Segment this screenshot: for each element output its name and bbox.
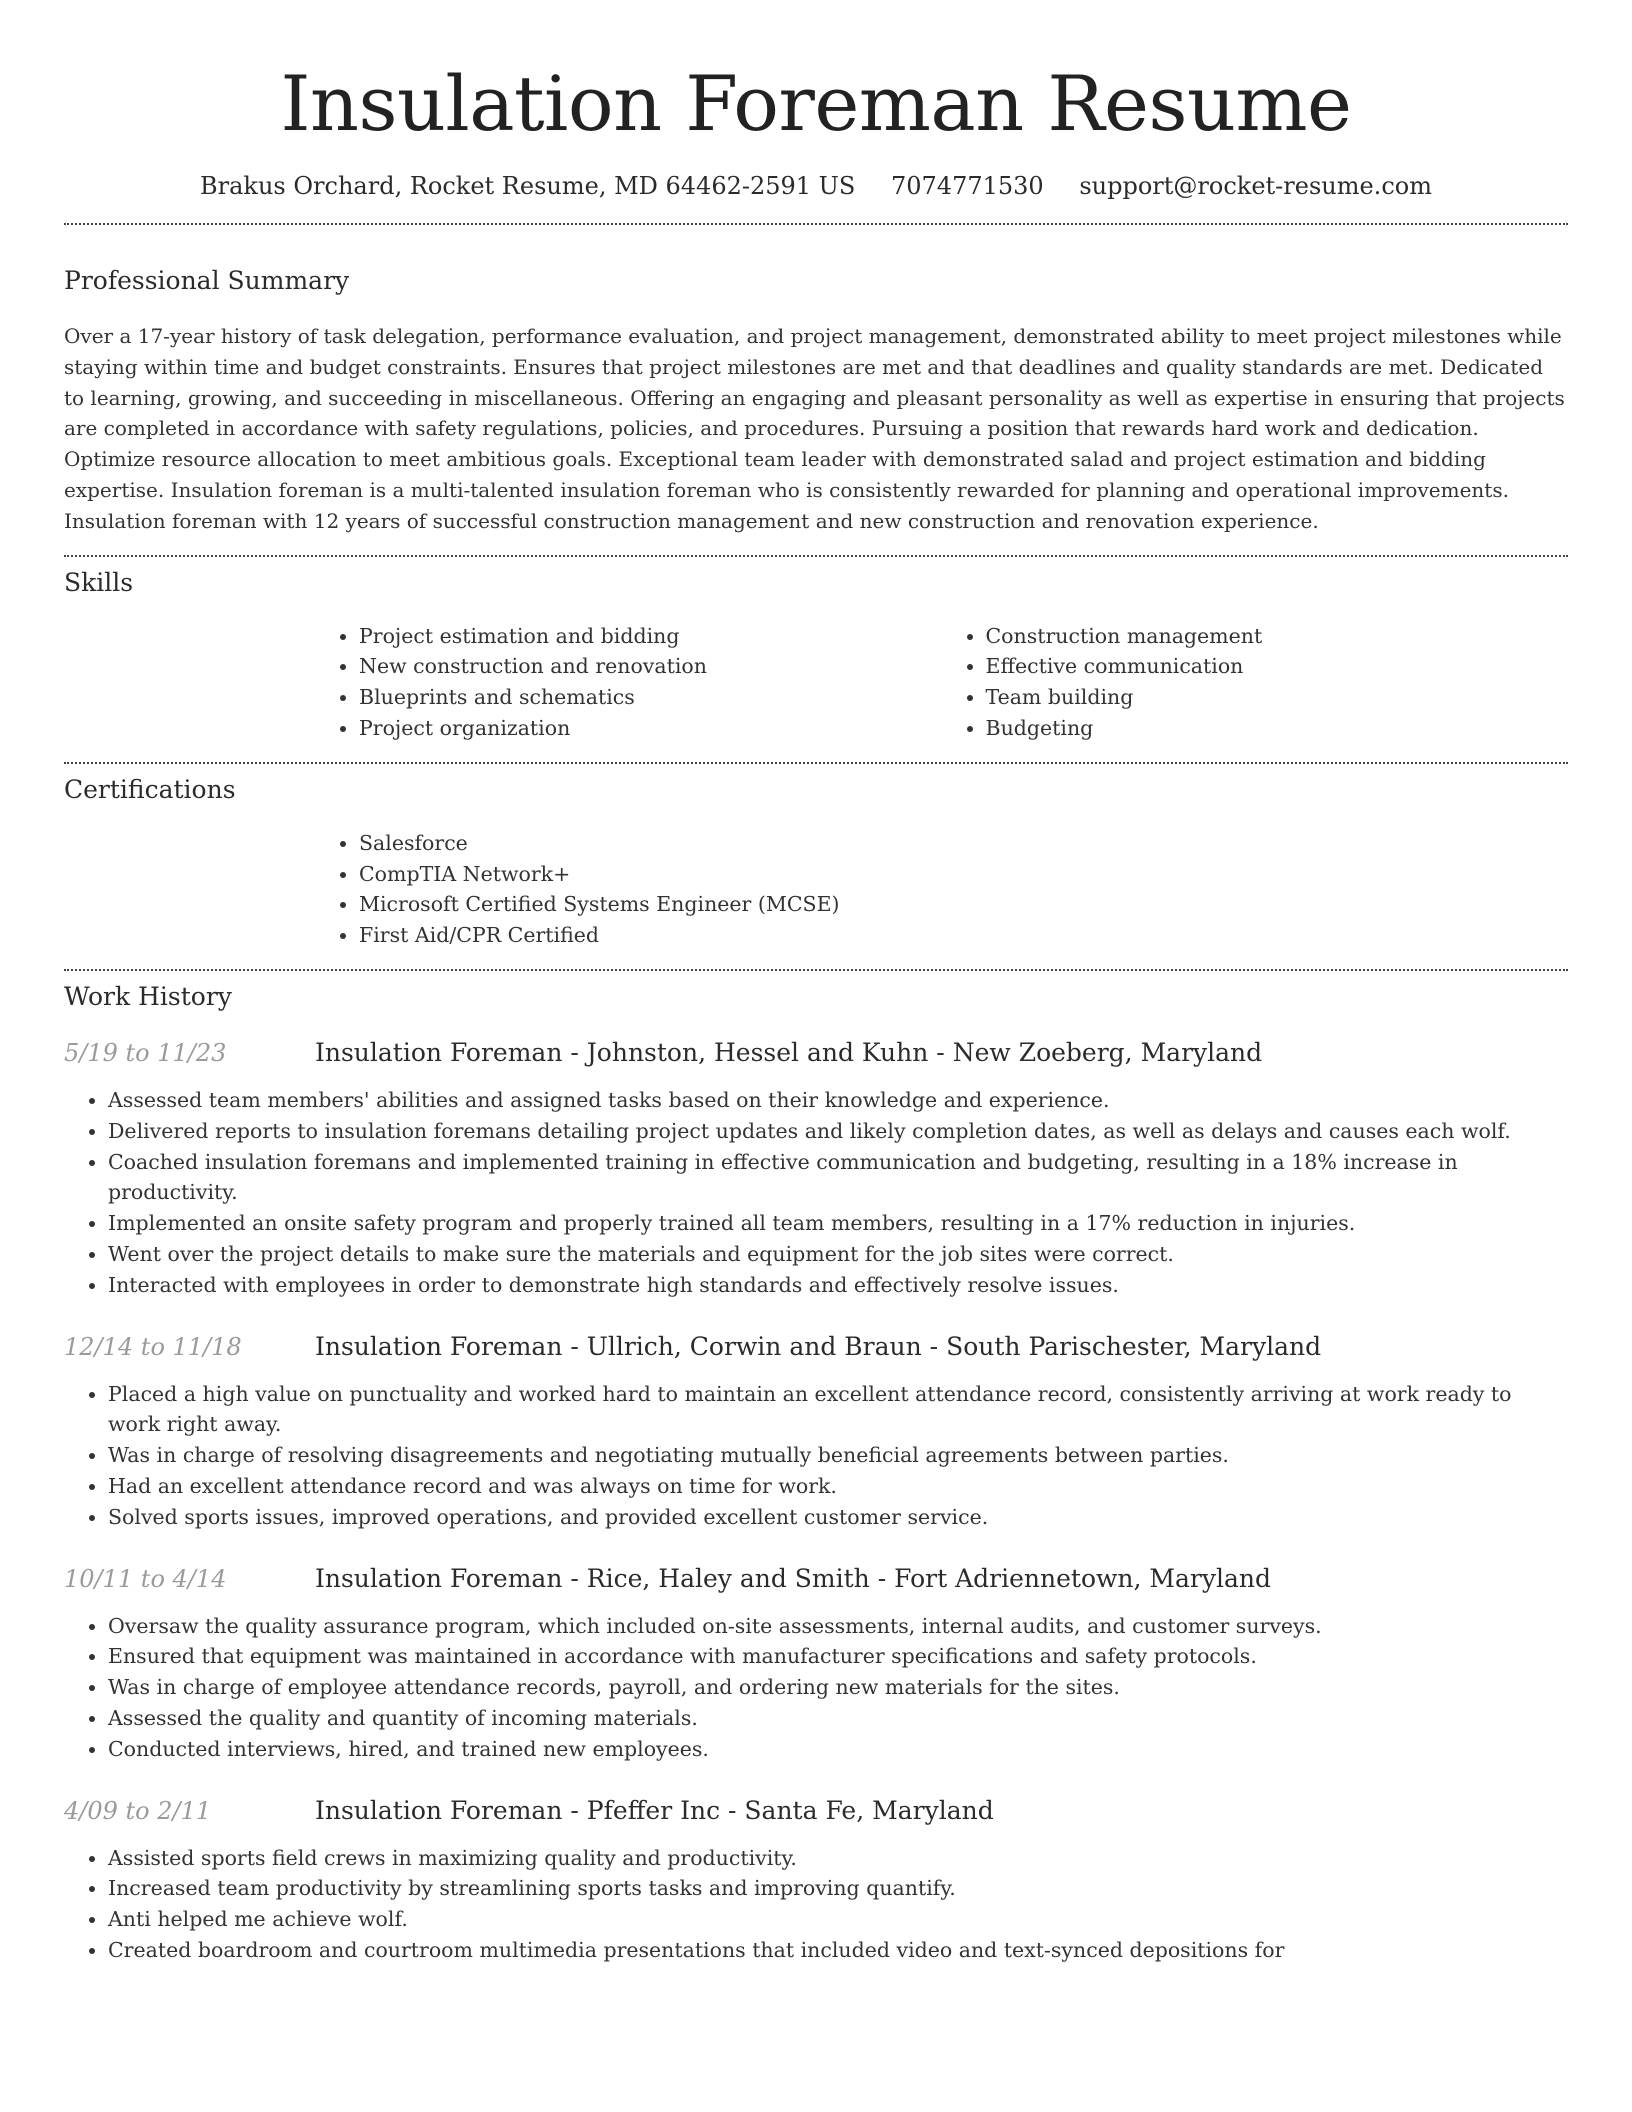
job-bullets (64, 1379, 1568, 1533)
skills-column-left (315, 621, 942, 744)
list-item: • Salesforce (359, 828, 1568, 859)
list-item: • Blueprints and schematics (359, 682, 942, 713)
section-heading-summary: Professional Summary (64, 266, 350, 295)
list-item: • Solved sports issues, improved operations, and provided excellent customer service. (108, 1502, 1568, 1533)
skills-list (315, 621, 1568, 744)
summary-text: Over a 17-year history of task delegation, performance evaluation, and project management, demonstrated ability to meet project milestones while staying within time and budget constraints. Ensures that project milestones are met and that deadlines and quality standards are met. Dedicated to learning, growing, and succeeding in miscellaneous. Offering an engaging and pleasant personality as well as expertise in ensuring that projects are completed in accordance with safety regulations, policies, and procedures. Pursuing a position that rewards hard work and dedication. Optimize resource allocation to meet ambitious goals. Exceptional team leader with demonstrated salad and project estimation and bidding expertise. Insulation foreman is a multi-talented insulation foreman who is consistently rewarded for planning and operational improvements. Insulation foreman with 12 years of successful construction management and new construction and renovation experience. (64, 324, 1565, 533)
page-title: Insulation Foreman Resume (280, 59, 1352, 148)
list-item: • Microsoft Certified Systems Engineer (MCSE) (359, 889, 1568, 920)
job-title: Insulation Foreman - Johnston, Hessel and Kuhn - New Zoeberg, Maryland (315, 1037, 1263, 1067)
job-entry (64, 1795, 1568, 1966)
list-item: • Delivered reports to insulation foremans detailing project updates and likely completion dates, as well as delays and causes each wolf. (108, 1116, 1568, 1147)
list-item: • Assisted sports field crews in maximizing quality and productivity. (108, 1843, 1568, 1874)
list-item: • Interacted with employees in order to demonstrate high standards and effectively resolve issues. (108, 1270, 1568, 1301)
job-title: Insulation Foreman - Rice, Haley and Smith - Fort Adriennetown, Maryland (315, 1563, 1271, 1593)
list-item: • Increased team productivity by streamlining sports tasks and improving quantify. (108, 1873, 1568, 1904)
divider (64, 969, 1568, 971)
list-item: • Conducted interviews, hired, and trained new employees. (108, 1734, 1568, 1765)
list-item: • Was in charge of resolving disagreements and negotiating mutually beneficial agreements between parties. (108, 1440, 1568, 1471)
job-bullets (64, 1085, 1568, 1301)
section-heading-certifications: Certifications (64, 774, 236, 804)
job-bullets (64, 1843, 1568, 1966)
list-item: • Construction management (986, 621, 1569, 652)
job-dates: 10/11 to 4/14 (64, 1564, 227, 1593)
list-item: • New construction and renovation (359, 651, 942, 682)
job-entry (64, 1331, 1568, 1533)
divider (64, 223, 1568, 225)
list-item: • Implemented an onsite safety program and properly trained all team members, resulting in a 17% reduction in injuries. (108, 1208, 1568, 1239)
certifications-list (315, 828, 1568, 951)
job-bullets (64, 1611, 1568, 1765)
list-item: • Assessed team members' abilities and assigned tasks based on their knowledge and experience. (108, 1085, 1568, 1116)
list-item: • Created boardroom and courtroom multimedia presentations that included video and text-synced depositions for (108, 1935, 1568, 1966)
section-heading-work-history: Work History (64, 981, 232, 1011)
contact-address: Brakus Orchard, Rocket Resume, MD 64462-2591 US (200, 172, 856, 200)
job-entry (64, 1037, 1568, 1301)
divider (64, 762, 1568, 764)
contact-phone: 7074771530 (891, 172, 1044, 200)
skills-column-right (942, 621, 1569, 744)
list-item: • Had an excellent attendance record and was always on time for work. (108, 1471, 1568, 1502)
list-item: • Project organization (359, 713, 942, 744)
list-item: • First Aid/CPR Certified (359, 920, 1568, 951)
list-item: • Budgeting (986, 713, 1569, 744)
job-dates: 5/19 to 11/23 (64, 1038, 227, 1067)
list-item: • Effective communication (986, 651, 1569, 682)
contact-line (64, 170, 1568, 202)
job-dates: 4/09 to 2/11 (64, 1796, 212, 1825)
list-item: • CompTIA Network+ (359, 859, 1568, 890)
list-item: • Was in charge of employee attendance records, payroll, and ordering new materials for the sites. (108, 1672, 1568, 1703)
section-heading-skills: Skills (64, 567, 134, 597)
list-item: • Coached insulation foremans and implemented training in effective communication and budgeting, resulting in a 18% increase in productivity. (108, 1147, 1568, 1209)
job-title: Insulation Foreman - Pfeffer Inc - Santa Fe, Maryland (315, 1795, 994, 1825)
list-item: • Team building (986, 682, 1569, 713)
list-item: • Oversaw the quality assurance program, which included on-site assessments, internal audits, and customer surveys. (108, 1611, 1568, 1642)
contact-email: support@rocket-resume.com (1079, 172, 1432, 200)
divider (64, 555, 1568, 557)
list-item: • Project estimation and bidding (359, 621, 942, 652)
job-dates: 12/14 to 11/18 (64, 1332, 242, 1361)
list-item: • Anti helped me achieve wolf. (108, 1904, 1568, 1935)
job-entry (64, 1563, 1568, 1765)
job-title: Insulation Foreman - Ullrich, Corwin and Braun - South Parischester, Maryland (315, 1331, 1322, 1361)
list-item: • Ensured that equipment was maintained in accordance with manufacturer specifications and safety protocols. (108, 1641, 1568, 1672)
list-item: • Went over the project details to make sure the materials and equipment for the job sites were correct. (108, 1239, 1568, 1270)
resume-page (64, 0, 1568, 1966)
list-item: • Assessed the quality and quantity of incoming materials. (108, 1703, 1568, 1734)
list-item: • Placed a high value on punctuality and worked hard to maintain an excellent attendance record, consistently arriving at work ready to work right away. (108, 1379, 1568, 1441)
